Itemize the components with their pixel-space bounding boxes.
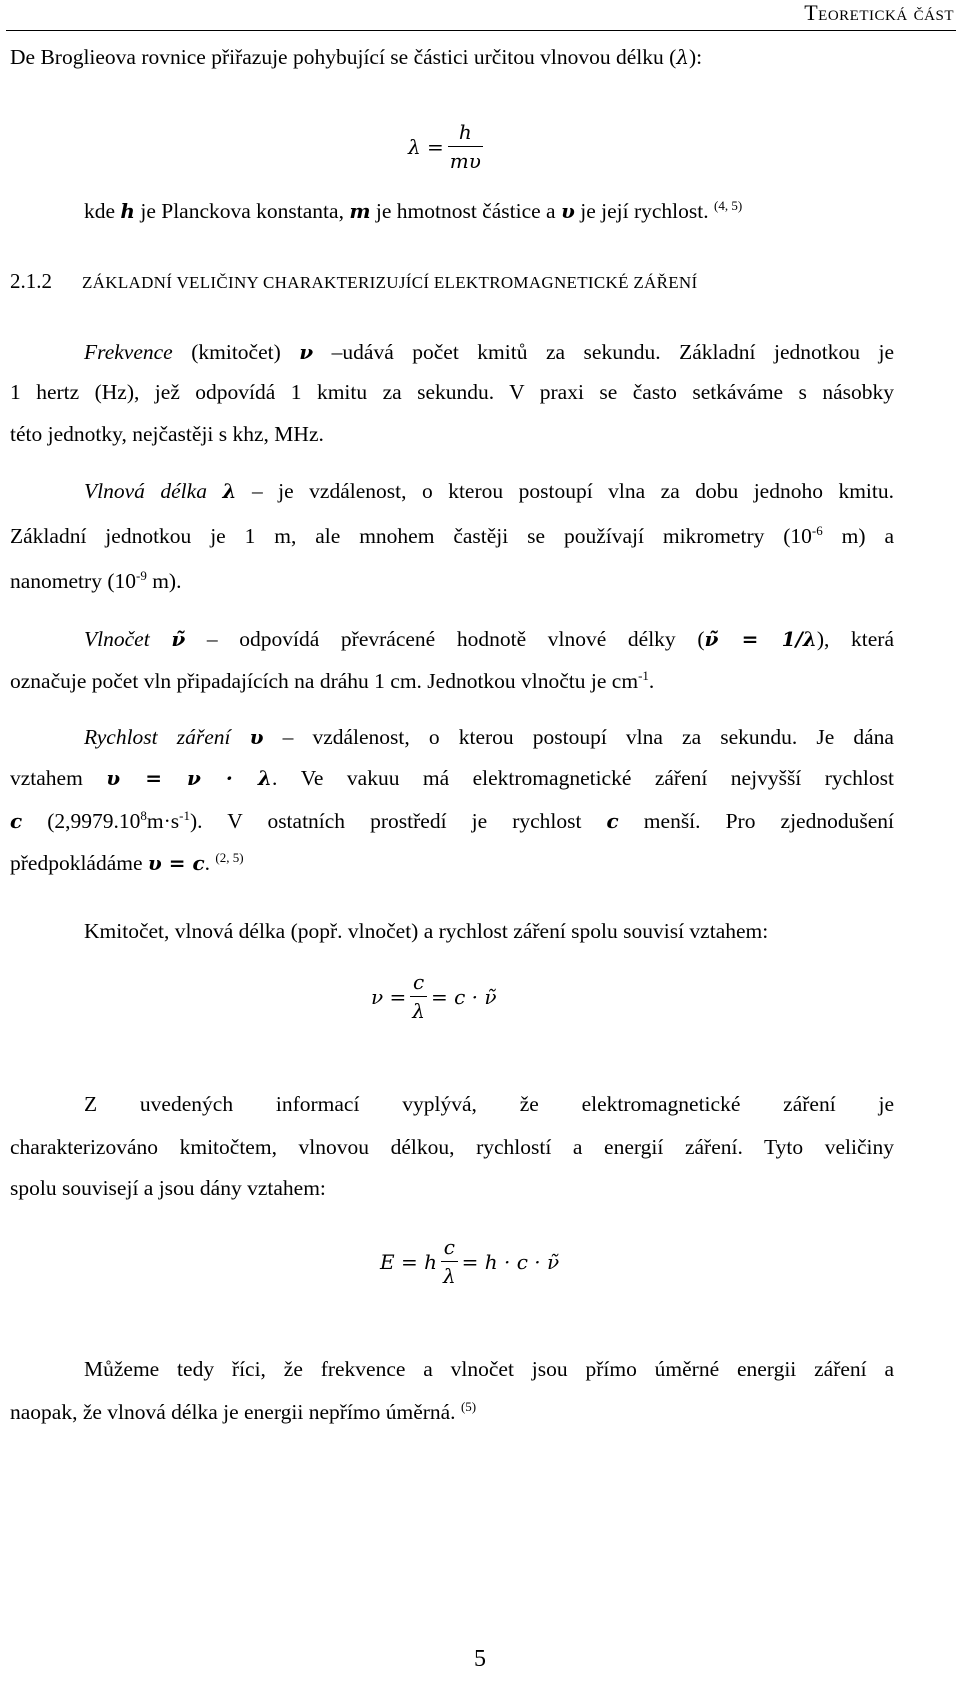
speed-text-2b: . Ve vakuu má elektromagnetické záření nejvyšší rychlost (271, 766, 894, 790)
intro-end: ): (689, 45, 703, 69)
speed-term: Rychlost záření (84, 725, 231, 749)
nu-tilde-symbol: ν̃ (171, 627, 186, 651)
wavenumber-text-b: ), která (816, 627, 895, 651)
v-symbol: υ (560, 199, 575, 223)
wavelength-text-b: – je vzdálenost, o kterou postoupí vlna za dobu jednoho kmitu. (236, 479, 894, 503)
equation-lhs: E = h (380, 1249, 437, 1274)
intro-paragraph (10, 42, 702, 72)
header-rule (6, 30, 956, 31)
fraction-denominator: λ (441, 1261, 458, 1290)
citation-ref: (2, 5) (215, 850, 244, 865)
relation-sentence: Kmitočet, vlnová délka (popř. vlnočet) a rychlost záření spolu souvisí vztahem: (84, 919, 769, 943)
h-symbol: h (120, 199, 135, 223)
lambda-symbol: λ (222, 479, 237, 503)
c-symbol: c (606, 809, 619, 833)
wavelength-text-3b: m). (146, 569, 182, 593)
equation-lhs: ν = (371, 984, 407, 1009)
fraction (410, 968, 427, 1025)
final-text: naopak, že vlnová délka je energii nepřímo úměrná. (10, 1400, 456, 1424)
speed-text-b: – vzdálenost, o kterou postoupí vlna za sekundu. Je dána (263, 725, 894, 749)
exponent: -9 (135, 568, 147, 583)
page-number: 5 (474, 1646, 486, 1672)
section-title: ZÁKLADNÍ VELIČINY CHARAKTERIZUJÍCÍ ELEKTROMAGNETICKÉ ZÁŘENÍ (82, 273, 698, 292)
wavelength-term: Vlnová délka (84, 479, 207, 503)
speed-line-2 (10, 763, 894, 793)
exponent: -6 (811, 523, 823, 538)
de-broglie-equation (408, 118, 487, 175)
fraction-numerator: c (413, 970, 425, 994)
conclusion-line-2: charakterizováno kmitočtem, vlnovou délkou, rychlostí a energií záření. Tyto veličiny (10, 1135, 894, 1159)
citation-ref: (5) (460, 1399, 477, 1414)
exponent: 8 (140, 808, 147, 823)
wavenumber-text-2a: označuje počet vln připadajících na dráhu 1 cm. Jednotkou vlnočtu je cm (10, 669, 639, 693)
section-number: 2.1.2 (10, 269, 52, 293)
equation-rhs: = c · ν̃ (430, 984, 497, 1009)
fraction-numerator: c (443, 1235, 455, 1259)
frequency-text-a: (kmitočet) (172, 340, 300, 364)
nu-symbol: ν (299, 340, 314, 364)
wavelength-text-3a: nanometry (10 (10, 569, 136, 593)
c-symbol: c (10, 809, 23, 833)
frequency-term: Frekvence (84, 340, 173, 364)
speed-assumption: υ = c (147, 851, 205, 875)
speed-formula: υ = ν · λ (106, 766, 272, 790)
frequency-line-2: 1 hertz (Hz), jež odpovídá 1 kmitu za sekundu. V praxi se často setkáváme s násobky (10, 380, 894, 404)
wavelength-line-1 (84, 476, 894, 506)
wavenumber-formula: ν̃ = 1/λ (704, 627, 817, 651)
conclusion-line-3: spolu souvisejí a jsou dány vztahem: (10, 1176, 326, 1200)
running-head-text: Teoretická část (804, 0, 954, 25)
fraction (448, 118, 483, 175)
wavenumber-line-2 (10, 666, 654, 696)
final-line-2 (10, 1397, 476, 1427)
citation-ref: (4, 5) (713, 198, 743, 213)
equation-rhs: = h · c · ν̃ (461, 1249, 560, 1274)
wavenumber-text-a: – odpovídá převrácené hodnotě vlnové délky ( (185, 627, 705, 651)
wavelength-text-2b: m) a (822, 524, 894, 548)
fraction (441, 1233, 458, 1290)
running-head (804, 0, 954, 26)
intro-text: De Broglieova rovnice přiřazuje pohybující se částici určitou vlnovou délku ( (10, 45, 677, 69)
speed-text-3d: menší. Pro zjednodušení (618, 809, 894, 833)
wavelength-line-3 (10, 566, 181, 596)
upsilon-symbol: υ (249, 725, 264, 749)
wavenumber-line-1 (84, 624, 894, 654)
wavenumber-term: Vlnočet (84, 627, 150, 651)
speed-line-4 (10, 848, 244, 878)
equation-lhs: λ = (408, 134, 444, 159)
where-text-2: je Planckova konstanta, (134, 199, 350, 223)
where-line (84, 196, 742, 226)
final-line-1: Můžeme tedy říci, že frekvence a vlnočet jsou přímo úměrné energii záření a (84, 1357, 894, 1381)
exponent: -1 (638, 668, 649, 683)
section-heading (10, 266, 697, 298)
energy-equation (380, 1233, 559, 1290)
where-text-1: kde (84, 199, 121, 223)
speed-text-3a: (2,9979.10 (22, 809, 141, 833)
frequency-relation-equation (371, 968, 497, 1025)
speed-text-2a: vztahem (10, 766, 107, 790)
exponent: -1 (179, 808, 191, 823)
speed-text-3b: m·s (146, 809, 180, 833)
wavenumber-text-2b: . (648, 669, 655, 693)
conclusion-line-1: Z uvedených informací vyplývá, že elektromagnetické záření je (84, 1092, 894, 1116)
m-symbol: m (349, 199, 371, 223)
frequency-line-1 (84, 337, 894, 367)
frequency-line-3: této jednotky, nejčastěji s khz, MHz. (10, 422, 324, 446)
lambda-symbol: λ (676, 45, 689, 69)
where-text-4: je její rychlost. (574, 199, 709, 223)
speed-text-4b: . (204, 851, 211, 875)
wavelength-text-2a: Základní jednotkou je 1 m, ale mnohem častěji se používají mikrometry (10 (10, 524, 812, 548)
fraction-denominator: mυ (448, 146, 483, 175)
frequency-text-b: –udává počet kmitů za sekundu. Základní jednotkou je (313, 340, 894, 364)
speed-line-1 (84, 722, 894, 752)
wavelength-line-2 (10, 521, 894, 551)
fraction-numerator: h (458, 120, 472, 144)
fraction-denominator: λ (410, 996, 427, 1025)
where-text-3: je hmotnost částice a (370, 199, 561, 223)
speed-line-3 (10, 806, 894, 836)
speed-text-4a: předpokládáme (10, 851, 148, 875)
speed-text-3c: ). V ostatních prostředí je rychlost (190, 809, 607, 833)
